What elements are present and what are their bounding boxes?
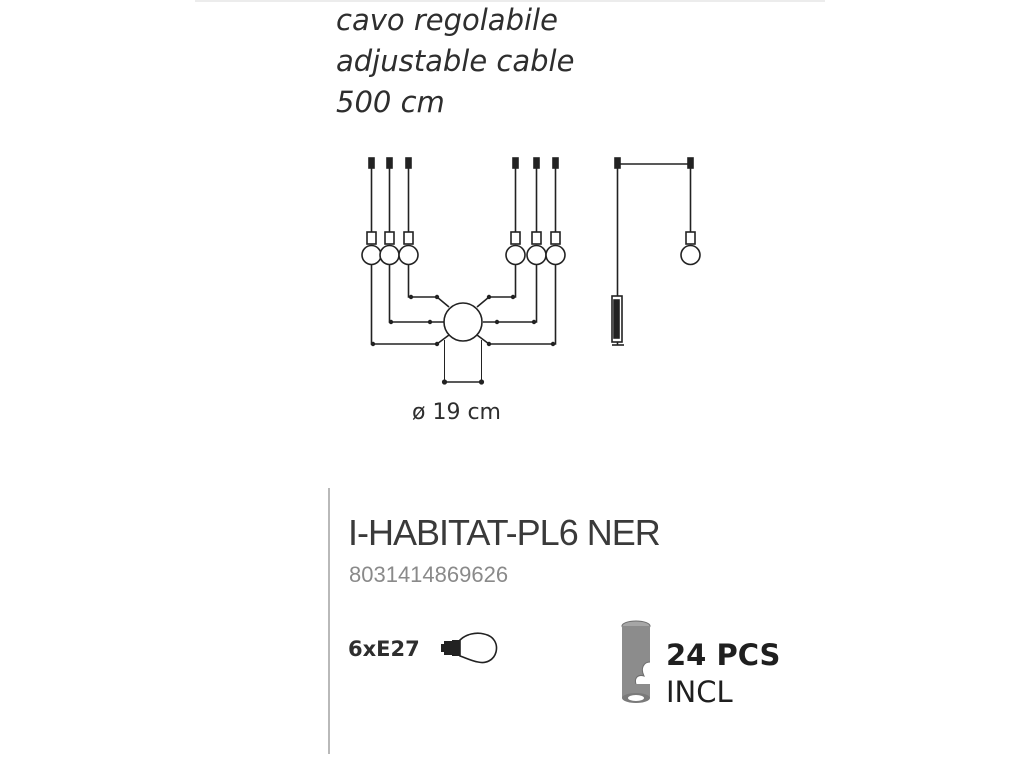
diameter-label: ø 19 cm	[412, 400, 501, 425]
route-cable-1	[372, 265, 450, 345]
light-bulb-icon	[438, 628, 502, 668]
route-cable-4	[477, 265, 516, 308]
lamp-holder-4	[511, 232, 520, 244]
bulb-4	[506, 246, 525, 265]
route-cable-3	[409, 265, 450, 308]
accessory-quantity: 24 PCS	[666, 638, 781, 672]
side-view	[612, 158, 700, 345]
bulb-spec: 6xE27	[348, 637, 420, 661]
lamp-holder-6	[551, 232, 560, 244]
product-code: I-HABITAT-PL6 NER	[348, 512, 660, 553]
cable-clip-cylinder-icon	[616, 618, 660, 708]
lamp-holder-5	[532, 232, 541, 244]
bulb-6	[546, 246, 565, 265]
cable-note-italian: cavo regolabile	[336, 3, 558, 37]
route-cable-2	[390, 265, 445, 323]
lamp-holder-3	[404, 232, 413, 244]
right-ceiling-hooks	[513, 158, 558, 168]
lamp-holder-1	[367, 232, 376, 244]
bulb-5	[527, 246, 546, 265]
cable-length: 500 cm	[336, 85, 445, 119]
bulb-3	[399, 246, 418, 265]
cable-note-english: adjustable cable	[336, 44, 575, 78]
ceiling-canopy	[444, 303, 482, 341]
bulb-1	[362, 246, 381, 265]
accessory-included: INCL	[666, 675, 733, 709]
vertical-divider	[328, 488, 330, 754]
route-cable-5	[483, 265, 537, 323]
lamp-holder-2	[385, 232, 394, 244]
left-ceiling-hooks	[369, 158, 411, 168]
bulb-2	[380, 246, 399, 265]
barcode-number: 8031414869626	[349, 562, 509, 587]
